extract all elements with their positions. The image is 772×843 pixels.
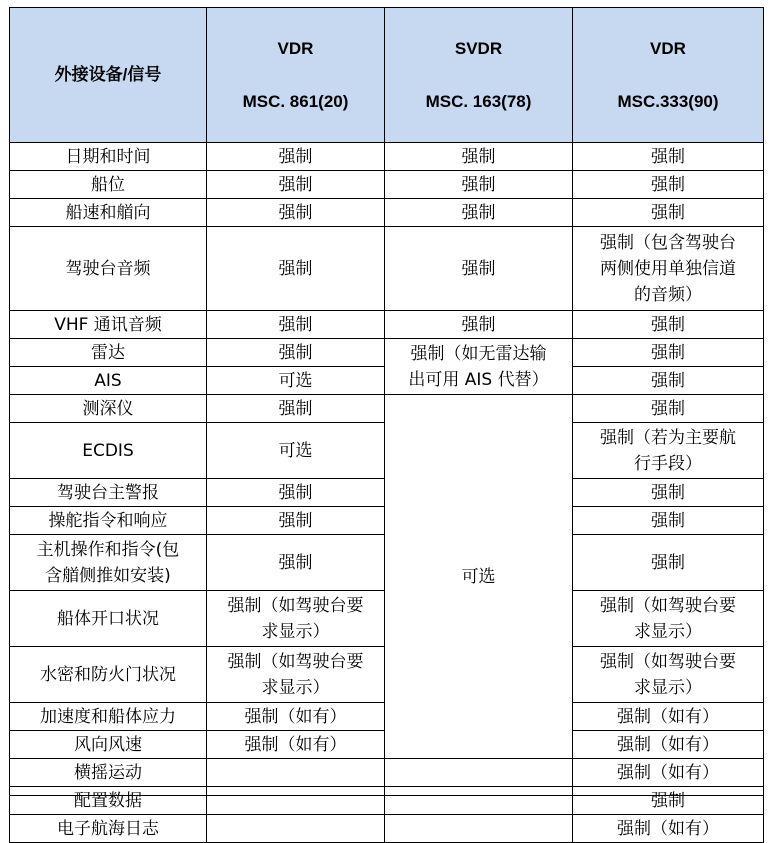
cell-vdr-333: 强制（如有） xyxy=(573,815,764,843)
row-name: 加速度和船体应力 xyxy=(10,703,207,731)
cell-vdr-333: 强制（如有） xyxy=(573,731,764,759)
header-vdr-861-code: MSC. 861(20) xyxy=(242,92,349,111)
cell-svdr-163 xyxy=(385,787,573,815)
header-device-signal: 外接设备/信号 xyxy=(10,8,207,143)
cell-vdr-861: 强制 xyxy=(207,171,385,199)
cell-vdr-861: 强制（如有） xyxy=(207,703,385,731)
table-row xyxy=(10,311,764,339)
bottom-divider xyxy=(9,795,763,796)
cell-svdr-163: 强制 xyxy=(385,227,573,311)
row-name: 驾驶台音频 xyxy=(10,227,207,311)
cell-vdr-333: 强制 xyxy=(573,535,764,591)
cell-vdr-861: 强制 xyxy=(207,507,385,535)
row-name: 主机操作和指令(包 含艏侧推如安装) xyxy=(10,535,207,591)
row-name: 配置数据 xyxy=(10,787,207,815)
table-row xyxy=(10,339,764,367)
cell-vdr-861: 可选 xyxy=(207,423,385,479)
table-row xyxy=(10,227,764,311)
cell-svdr-163: 强制 xyxy=(385,311,573,339)
header-vdr-333 xyxy=(573,8,764,143)
cell-svdr-163: 强制 xyxy=(385,143,573,171)
row-name: 风向风速 xyxy=(10,731,207,759)
row-name: 日期和时间 xyxy=(10,143,207,171)
cell-svdr-163-merged-radar-ais: 强制（如无雷达输 出可用 AIS 代替） xyxy=(385,339,573,395)
cell-svdr-163: 强制 xyxy=(385,171,573,199)
header-vdr-333-title: VDR xyxy=(650,39,686,58)
cell-vdr-861: 强制 xyxy=(207,227,385,311)
cell-vdr-333: 强制（若为主要航 行手段） xyxy=(573,423,764,479)
cell-vdr-333: 强制 xyxy=(573,479,764,507)
row-name: VHF 通讯音频 xyxy=(10,311,207,339)
cell-svdr-163-merged-optional: 可选 xyxy=(385,395,573,759)
cell-vdr-333: 强制（如有） xyxy=(573,703,764,731)
cell-vdr-861: 强制（如驾驶台要 求显示） xyxy=(207,591,385,647)
row-name: 横摇运动 xyxy=(10,759,207,787)
row-name: 船速和艏向 xyxy=(10,199,207,227)
header-svdr-163 xyxy=(385,8,573,143)
table-row xyxy=(10,199,764,227)
requirements-table xyxy=(9,7,764,843)
row-name: 驾驶台主警报 xyxy=(10,479,207,507)
row-name: 船体开口状况 xyxy=(10,591,207,647)
cell-vdr-333: 强制 xyxy=(573,311,764,339)
row-name: 电子航海日志 xyxy=(10,815,207,843)
header-svdr-163-code: MSC. 163(78) xyxy=(425,92,532,111)
table-row xyxy=(10,759,764,787)
header-vdr-333-code: MSC.333(90) xyxy=(617,92,719,111)
cell-vdr-333: 强制 xyxy=(573,395,764,423)
header-vdr-861-title: VDR xyxy=(277,39,314,58)
row-name: 水密和防火门状况 xyxy=(10,647,207,703)
table-row xyxy=(10,815,764,843)
cell-vdr-333: 强制 xyxy=(573,367,764,395)
cell-vdr-861 xyxy=(207,815,385,843)
row-name: AIS xyxy=(10,367,207,395)
row-name: 船位 xyxy=(10,171,207,199)
cell-vdr-861: 强制 xyxy=(207,143,385,171)
row-name: 雷达 xyxy=(10,339,207,367)
cell-vdr-861: 强制 xyxy=(207,395,385,423)
cell-svdr-163: 强制 xyxy=(385,199,573,227)
cell-vdr-861 xyxy=(207,787,385,815)
cell-vdr-861: 强制 xyxy=(207,199,385,227)
cell-vdr-333: 强制 xyxy=(573,199,764,227)
row-name: 测深仪 xyxy=(10,395,207,423)
table-row xyxy=(10,171,764,199)
cell-svdr-163 xyxy=(385,759,573,787)
header-svdr-163-title: SVDR xyxy=(454,39,503,58)
cell-vdr-861: 强制 xyxy=(207,479,385,507)
cell-vdr-333: 强制（如驾驶台要 求显示） xyxy=(573,647,764,703)
cell-svdr-163 xyxy=(385,815,573,843)
cell-vdr-861: 强制 xyxy=(207,339,385,367)
table-row xyxy=(10,787,764,815)
cell-vdr-861: 强制（如驾驶台要 求显示） xyxy=(207,647,385,703)
cell-vdr-333: 强制 xyxy=(573,507,764,535)
cell-vdr-333: 强制（如有） xyxy=(573,759,764,787)
table-row xyxy=(10,395,764,423)
table-row xyxy=(10,143,764,171)
cell-vdr-333: 强制 xyxy=(573,339,764,367)
cell-vdr-861 xyxy=(207,759,385,787)
cell-vdr-861: 可选 xyxy=(207,367,385,395)
cell-vdr-333: 强制 xyxy=(573,171,764,199)
cell-vdr-861: 强制 xyxy=(207,311,385,339)
row-name: ECDIS xyxy=(10,423,207,479)
cell-vdr-861: 强制（如有） xyxy=(207,731,385,759)
cell-vdr-333: 强制（如驾驶台要 求显示） xyxy=(573,591,764,647)
cell-vdr-333: 强制 xyxy=(573,787,764,815)
header-vdr-861 xyxy=(207,8,385,143)
cell-vdr-861: 强制 xyxy=(207,535,385,591)
cell-vdr-333: 强制（包含驾驶台 两侧使用单独信道 的音频） xyxy=(573,227,764,311)
cell-vdr-333: 强制 xyxy=(573,143,764,171)
row-name: 操舵指令和响应 xyxy=(10,507,207,535)
header-row xyxy=(10,8,764,143)
